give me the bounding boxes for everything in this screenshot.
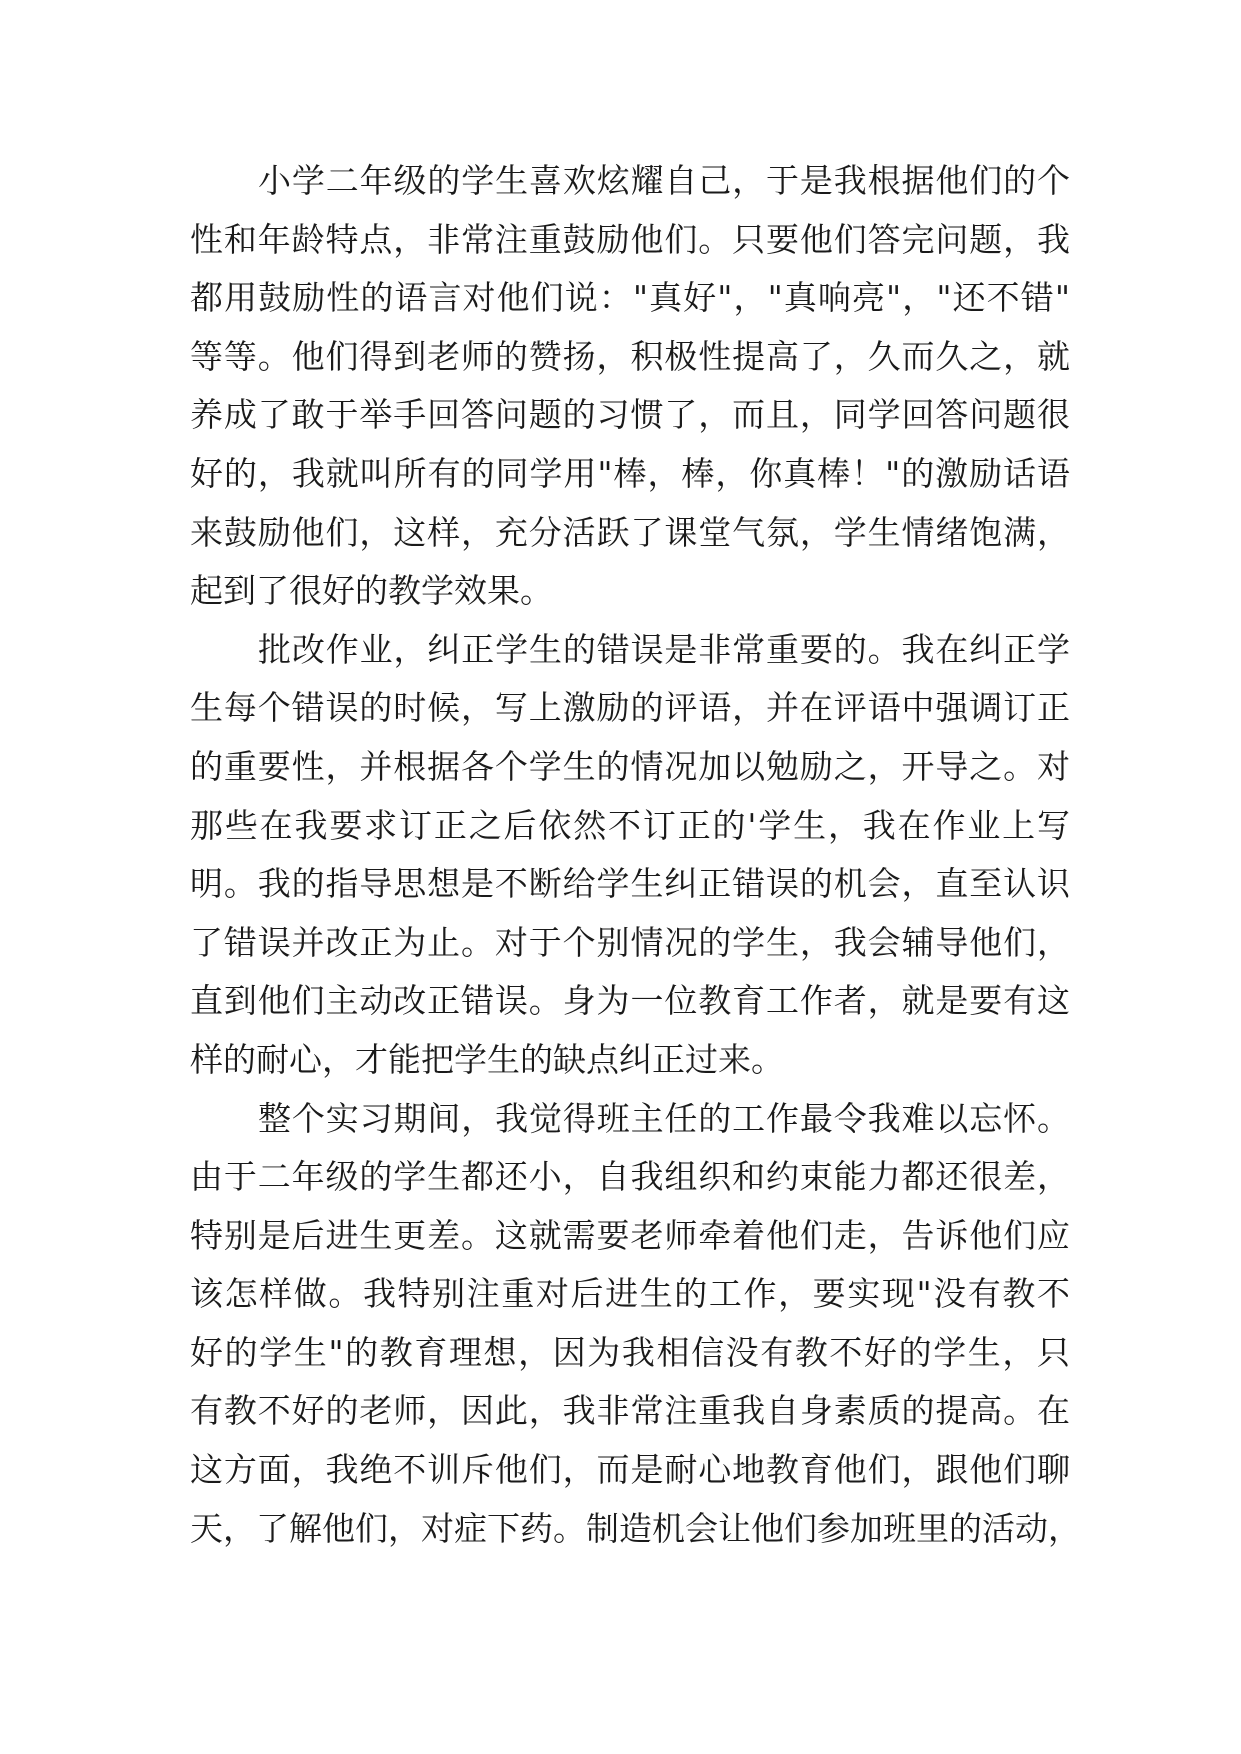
text-line: 起到了很好的教学效果。 — [190, 571, 553, 611]
text-line: 明。我的指导思想是不断给学生纠正错误的机会，直至认识 — [190, 864, 1070, 904]
text-line: 整个实习期间，我觉得班主任的工作最令我难以忘怀。 — [258, 1098, 1070, 1138]
text-line: 特别是后进生更差。这就需要老师牵着他们走，告诉他们应 — [190, 1215, 1070, 1255]
text-line: 那些在我要求订正之后依然不订正的'学生，我在作业上写 — [190, 805, 1070, 845]
text-line: 由于二年级的学生都还小，自我组织和约束能力都还很差， — [190, 1157, 1070, 1197]
text-line: 的重要性，并根据各个学生的情况加以勉励之，开导之。对 — [190, 746, 1070, 786]
text-line: 等等。他们得到老师的赞扬，积极性提高了，久而久之，就 — [190, 336, 1070, 376]
text-line: 都用鼓励性的语言对他们说："真好"，"真响亮"，"还不错" — [190, 278, 1070, 318]
text-line: 生每个错误的时候，写上激励的评语，并在评语中强调订正 — [190, 688, 1070, 728]
text-line: 来鼓励他们，这样，充分活跃了课堂气氛，学生情绪饱满， — [190, 512, 1070, 552]
text-line: 了错误并改正为止。对于个别情况的学生，我会辅导他们， — [190, 922, 1070, 962]
text-line: 好的，我就叫所有的同学用"棒，棒，你真棒！"的激励话语 — [190, 453, 1070, 493]
text-line: 直到他们主动改正错误。身为一位教育工作者，就是要有这 — [190, 981, 1070, 1021]
text-line: 这方面，我绝不训斥他们，而是耐心地教育他们，跟他们聊 — [190, 1450, 1070, 1490]
text-line: 有教不好的老师，因此，我非常注重我自身素质的提高。在 — [190, 1391, 1070, 1431]
text-line: 样的耐心，才能把学生的缺点纠正过来。 — [190, 1039, 784, 1079]
text-line: 批改作业，纠正学生的错误是非常重要的。我在纠正学 — [258, 629, 1070, 669]
text-line: 养成了敢于举手回答问题的习惯了，而且，同学回答问题很 — [190, 395, 1070, 435]
text-line: 天，了解他们，对症下药。制造机会让他们参加班里的活动， — [190, 1508, 1081, 1548]
text-line: 好的学生"的教育理想，因为我相信没有教不好的学生，只 — [190, 1332, 1070, 1372]
text-line: 性和年龄特点，非常注重鼓励他们。只要他们答完问题，我 — [190, 219, 1070, 259]
text-line: 小学二年级的学生喜欢炫耀自己，于是我根据他们的个 — [258, 161, 1070, 200]
text-line: 该怎样做。我特别注重对后进生的工作，要实现"没有教不 — [190, 1274, 1070, 1314]
body-text — [190, 152, 1081, 1558]
